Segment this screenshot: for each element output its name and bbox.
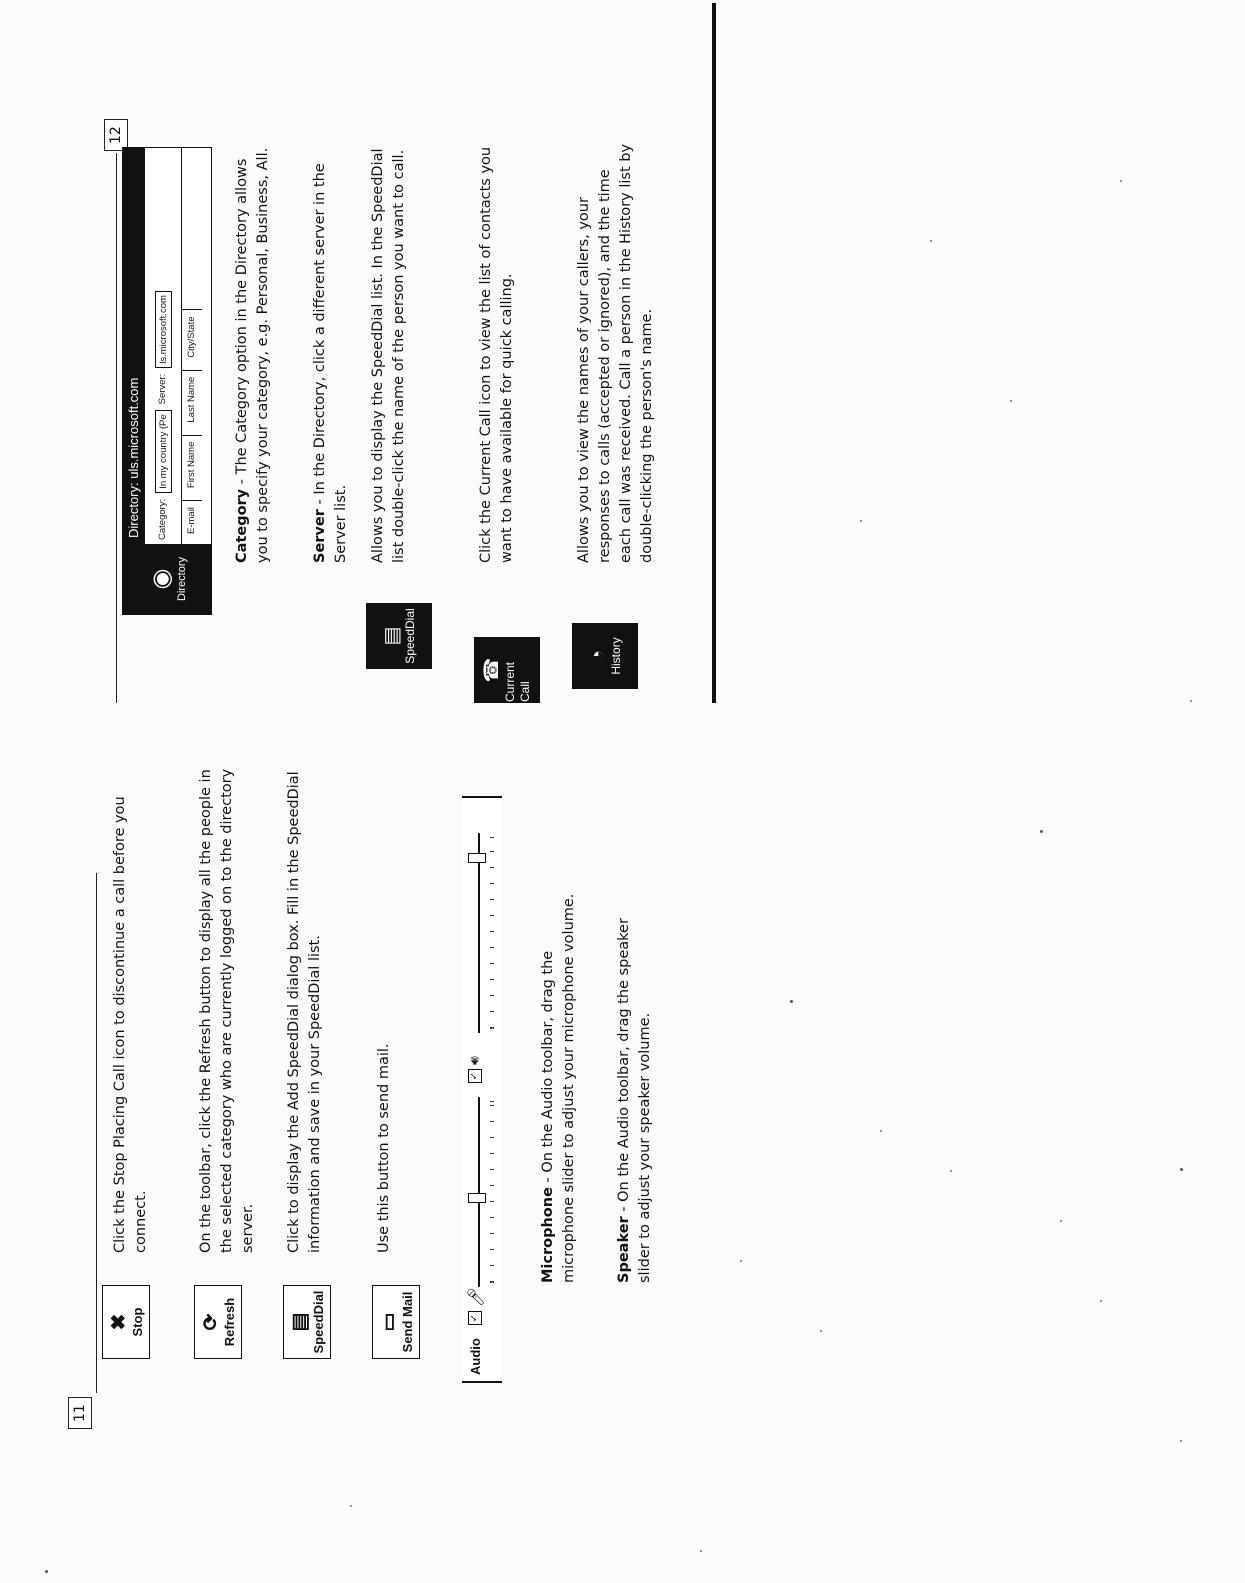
column-last-name[interactable]: Last Name [182,370,202,429]
speeddial-icon-label: SpeedDial [310,1290,326,1354]
speaker-term: Speaker [616,1216,632,1283]
server-term: Server [312,509,328,563]
speaker-icon: 🔊︎ [466,1056,482,1065]
category-description [232,133,274,563]
server-text: - In the Directory, click a different server in the Server list. [312,163,349,563]
audio-toolbar-label: Audio [468,1338,483,1375]
speeddial-list-icon-label: SpeedDial [402,608,417,664]
refresh-icon-label: Refresh [221,1297,237,1347]
speaker-description [614,883,656,1283]
directory-logo-icon: ◉ [147,568,175,590]
directory-title: Directory: uls.microsoft.com [123,148,145,544]
stop-icon-label: Stop [129,1307,145,1337]
server-label: Server: [157,373,168,405]
speeddial-list-icon: ▤ SpeedDial [366,603,432,669]
send-mail-description: Use this button to send mail. [376,1043,392,1253]
server-description [310,133,352,563]
microphone-text: - On the Audio toolbar, drag the microphone slider to adjust your microphone volume. [540,893,577,1283]
refresh-description: On the toolbar, click the Refresh button to display all the people in the selected category who are currently logged on to the directory server. [198,768,256,1253]
speeddial-list-description: Allows you to display the SpeedDial list. In the SpeedDial list double-click the name of the person you want to call. [370,148,407,563]
category-dropdown[interactable]: In my country (Pe [155,410,172,492]
history-icon-label: History [608,637,623,675]
microphone-icon: 🎤︎ [468,1286,485,1307]
stop-description: Click the Stop Placing Call icon to discontinue a call before you connect. [112,796,149,1253]
speaker-slider-ticks [490,837,494,1029]
header-rule-left [96,873,97,1393]
category-text: - The Category option in the Directory allows you to specify your category, e.g. Personal, Business, All. [234,147,271,563]
toolbar-grip [462,1381,502,1383]
category-label: Category: [157,498,168,540]
refresh-icon: ⟳ Refresh [194,1285,242,1359]
column-first-name[interactable]: First Name [182,435,202,494]
speaker-slider-thumb[interactable] [468,853,486,863]
current-call-icon-label: Current Call [503,661,532,702]
microphone-slider-track[interactable] [478,1097,480,1287]
spine-edge [712,3,716,703]
speaker-checkbox[interactable]: ✓ [468,1069,482,1083]
server-dropdown[interactable]: ls.microsoft.com [155,291,172,368]
history-description: Allows you to view the names of your callers, your responses to calls (accepted or ignored), and the time each call was received. Call a person in the History list by double-clicking the person's name. [576,143,655,563]
category-term: Category [234,488,250,563]
column-email[interactable]: E-mail [182,500,202,540]
speaker-slider-track[interactable] [478,833,480,1033]
directory-filter-row [153,148,173,544]
speaker-text: - On the Audio toolbar, drag the speaker slider to adjust your speaker volume. [616,918,653,1283]
column-city-state[interactable]: City/State [182,310,202,364]
speeddial-icon: ▤ SpeedDial [283,1285,331,1359]
history-icon: ◔ History [572,623,638,689]
audio-toolbar [462,793,502,1383]
header-rule-right [116,153,117,703]
directory-logo [123,544,211,614]
toolbar-end [462,796,502,798]
page-number-11: 11 [68,1397,92,1429]
directory-panel [122,147,212,615]
microphone-slider-thumb[interactable] [468,1193,486,1203]
current-call-description: Click the Current Call icon to view the list of contacts you want to have available for quick calling. [478,146,515,563]
microphone-term: Microphone [540,1187,556,1283]
speeddial-description: Click to display the Add SpeedDial dialog box. Fill in the SpeedDial information and save in your SpeedDial list. [286,771,323,1253]
current-call-icon: ☎ Current Call [474,637,540,703]
send-mail-icon: ▭ Send Mail [372,1285,420,1359]
page-number-12: 12 [104,119,128,151]
stop-icon: ✖ Stop [102,1285,150,1359]
send-mail-icon-label: Send Mail [399,1291,415,1353]
directory-logo-label: Directory [175,557,188,602]
microphone-slider-ticks [490,1101,494,1283]
directory-column-headers [181,148,202,544]
microphone-checkbox[interactable]: ✓ [468,1311,482,1325]
microphone-description [538,883,580,1283]
